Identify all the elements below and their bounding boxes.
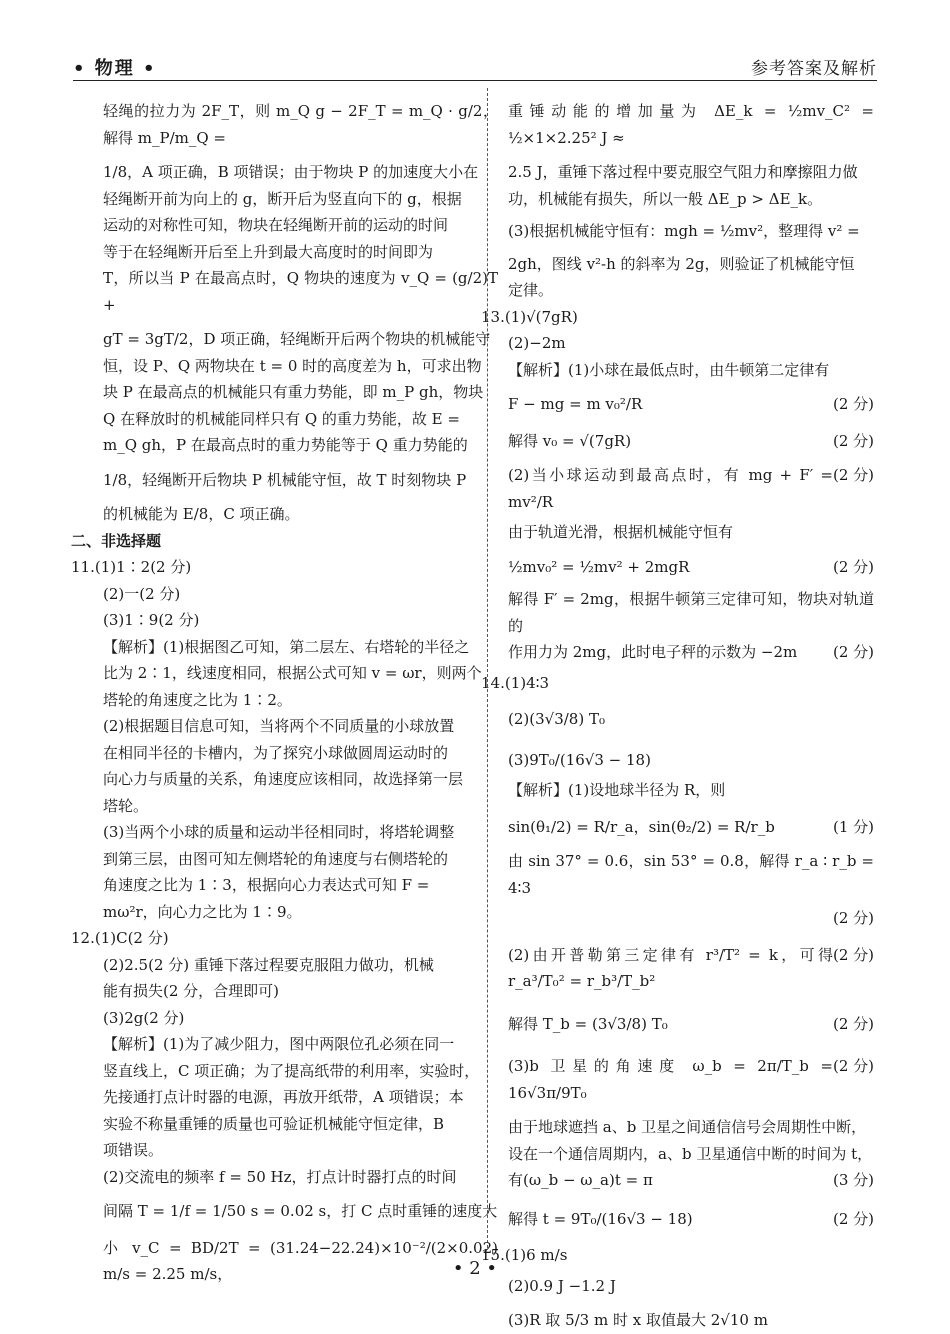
analysis-line: 在相同半径的卡槽内，为了探究小球做圆周运动时的 [103, 743, 449, 762]
analysis-line: 塔轮的角速度之比为 1∶2。 [103, 690, 292, 709]
left-column [71, 92, 498, 1288]
header-rule [73, 80, 877, 81]
answer-line: (2)0.9 J −1.2 J [508, 1276, 616, 1295]
equation-row [508, 848, 874, 901]
answer-line: (3)1∶9(2 分) [103, 611, 200, 629]
equation-row [508, 1206, 874, 1233]
text-line: T，所以当 P 在最高点时，Q 物块的速度为 v_Q = (g/2)T + [103, 269, 498, 314]
subject-label: • 物理 • [73, 58, 157, 79]
text-line: 运动的对称性可知，物块在轻绳断开前的运动的时间 [103, 216, 449, 234]
analysis-line: (2)交流电的频率 f = 50 Hz，打点计时器打点的时间 [103, 1167, 457, 1186]
equation: (2)当小球运动到最高点时，有 mg + F′ = mv²/R [508, 466, 833, 511]
equation-row [508, 391, 874, 418]
equation: 作用力为 2mg，此时电子秤的示数为 −2m [508, 643, 798, 661]
answer-line: 11.(1)1∶2(2 分) [71, 558, 192, 576]
analysis-line: 项错误。 [103, 1141, 164, 1159]
score: (2 分) [832, 945, 874, 964]
equation: 解得 t = 9T₀/(16√3 − 18) [508, 1209, 693, 1228]
text-line: (3)根据机械能守恒有：mgh = ½mv²，整理得 v² = [508, 222, 860, 240]
equation: (3)b 卫星的角速度 ω_b = 2π/T_b = 16√3π/9T₀ [508, 1057, 833, 1102]
score: (3 分) [832, 1171, 874, 1189]
analysis-line: 【解析】(1)根据图乙可知，第二层左、右塔轮的半径之 [103, 637, 470, 656]
analysis-line: 竖直线上，C 项正确；为了提高纸带的利用率，实验时， [103, 1061, 480, 1080]
page-header [73, 52, 877, 82]
answer-line: 15.(1)6 m/s [481, 1246, 568, 1264]
text-line: 2gh，图线 v²-h 的斜率为 2g，则验证了机械能守恒 [508, 254, 855, 273]
score: (2 分) [832, 1209, 874, 1228]
answer-line: (3)9T₀/(16√3 − 18) [508, 750, 651, 769]
analysis-line: 角速度之比为 1∶3，根据向心力表达式可知 F = [103, 876, 430, 894]
analysis-line: 间隔 T = 1/f = 1/50 s = 0.02 s，打 C 点时重锤的速度大 [103, 1202, 498, 1220]
equation-row [508, 814, 874, 841]
score: (2 分) [832, 1014, 874, 1033]
text-line: gT = 3gT/2，D 项正确，轻绳断开后两个物块的机械能守 [103, 330, 491, 348]
text-line: 块 P 在最高点的机械能只有重力势能，即 m_P gh，物块 [103, 383, 484, 401]
equation: (2)由开普勒第三定律有 r³/T² = k，可得 r_a³/T₀² = r_b³/T_b² [508, 945, 833, 990]
text-line: 恒，设 P、Q 两物块在 t = 0 时的高度差为 h，可求出物 [103, 356, 482, 375]
score: (1 分) [832, 817, 874, 836]
equation-row [508, 1053, 874, 1106]
analysis-line: mω²r，向心力之比为 1∶9。 [103, 902, 302, 921]
answer-line: 13.(1)√(7gR) [481, 307, 578, 326]
equation-row [508, 462, 874, 515]
equation-row [508, 942, 874, 995]
score: (2 分) [832, 557, 874, 576]
analysis-line: 【解析】(1)小球在最低点时，由牛顿第二定律有 [508, 360, 830, 379]
equation-row [508, 554, 874, 581]
text-line: 2.5 J，重锤下落过程中要克服空气阻力和摩擦阻力做 [508, 163, 858, 181]
equation: ½mv₀² = ½mv² + 2mgR [508, 557, 690, 576]
analysis-line: 由于轨道光滑，根据机械能守恒有 [508, 523, 734, 541]
analysis-line: 比为 2∶1，线速度相同，根据公式可知 v = ωr，则两个 [103, 664, 482, 682]
text-line: 1/8，A 项正确，B 项错误；由于物块 P 的加速度大小在 [103, 163, 479, 181]
analysis-line: 【解析】(1)设地球半径为 R，则 [508, 781, 726, 799]
text-line: 1/8，轻绳断开后物块 P 机械能守恒，故 T 时刻物块 P [103, 470, 467, 489]
equation: 由 sin 37° = 0.6，sin 53° = 0.8，解得 r_a ∶ r_b = 4∶3 [508, 852, 874, 897]
header-title: 参考答案及解析 [751, 59, 877, 79]
text-line: 定律。 [508, 281, 554, 299]
text-line: 轻绳断开前为向上的 g，断开后为竖直向下的 g，根据 [103, 189, 462, 208]
right-column [481, 92, 874, 1334]
text-line: 功，机械能有损失，所以一般 ΔE_p > ΔE_k。 [508, 189, 823, 208]
score: (2 分) [832, 395, 874, 413]
equation-row [508, 1011, 874, 1038]
answer-line: (3)2g(2 分) [103, 1008, 185, 1027]
equation-row [508, 905, 874, 932]
score: (2 分) [832, 466, 874, 484]
analysis-line: 小 v_C = BD/2T = (31.24−22.24)×10⁻²/(2×0.02) m/s = 2.25 m/s， [103, 1238, 498, 1283]
equation: sin(θ₁/2) = R/r_a，sin(θ₂/2) = R/r_b [508, 817, 775, 836]
analysis-line: (3)当两个小球的质量和运动半径相同时，将塔轮调整 [103, 823, 455, 841]
section-heading: 二、非选择题 [71, 531, 162, 550]
page-number: • 2 • [452, 1258, 498, 1279]
analysis-line: 实验不称量重锤的质量也可验证机械能守恒定律，B [103, 1114, 445, 1133]
analysis-line: 设在一个通信周期内，a、b 卫星通信中断的时间为 t， [508, 1144, 873, 1163]
answer-line: (2)−2m [508, 334, 566, 352]
analysis-line: 先接通打点计时器的电源，再放开纸带，A 项错误；本 [103, 1088, 464, 1106]
answer-line: 14.(1)4∶3 [481, 673, 550, 692]
equation-row [508, 428, 874, 455]
equation: 解得 v₀ = √(7gR) [508, 431, 632, 450]
analysis-line: 【解析】(1)为了减少阻力，图中两限位孔必须在同一 [103, 1035, 455, 1053]
text-line: 轻绳的拉力为 2F_T，则 m_Q g − 2F_T = m_Q · g/2，解得 m_P/m_Q = [103, 102, 498, 147]
answer-line: (3)R 取 5/3 m 时 x 取值最大 2√10 m [508, 1311, 768, 1329]
analysis-line: 解得 F′ = 2mg，根据牛顿第三定律可知，物块对轨道的 [508, 590, 874, 635]
answer-line: 能有损失(2 分，合理即可) [103, 982, 280, 1000]
score: (2 分) [832, 431, 874, 450]
equation-row [508, 1167, 874, 1194]
analysis-line: (2)根据题目信息可知，当将两个不同质量的小球放置 [103, 717, 455, 735]
equation: 有(ω_b − ω_a)t = π [508, 1171, 653, 1189]
text-line: Q 在释放时的机械能同样只有 Q 的重力势能，故 E = [103, 409, 460, 428]
analysis-line: 向心力与质量的关系，角速度应该相同，故选择第一层 [103, 770, 464, 788]
text-line: 重锤动能的增加量为 ΔE_k = ½mv_C² = ½×1×2.25² J ≈ [508, 102, 874, 147]
score: (2 分) [832, 909, 874, 927]
score: (2 分) [832, 643, 874, 661]
text-line: 等于在轻绳断开后至上升到最大高度时的时间即为 [103, 242, 434, 261]
answer-line: (2)(3√3/8) T₀ [508, 710, 605, 728]
answer-line: 12.(1)C(2 分) [71, 929, 169, 947]
equation: F − mg = m v₀²/R [508, 395, 643, 413]
text-line: 的机械能为 E/8，C 项正确。 [103, 505, 300, 523]
score: (2 分) [832, 1057, 874, 1075]
analysis-line: 到第三层，由图可知左侧塔轮的角速度与右侧塔轮的 [103, 849, 449, 868]
text-line: m_Q gh，P 在最高点时的重力势能等于 Q 重力势能的 [103, 436, 468, 454]
answer-line: (2)2.5(2 分) 重锤下落过程要克服阻力做功，机械 [103, 955, 434, 974]
equation-row [508, 639, 874, 666]
analysis-line: 由于地球遮挡 a、b 卫星之间通信信号会周期性中断， [508, 1118, 867, 1136]
answer-line: (2)一(2 分) [103, 584, 181, 603]
equation: 解得 T_b = (3√3/8) T₀ [508, 1014, 668, 1033]
analysis-line: 塔轮。 [103, 796, 149, 815]
